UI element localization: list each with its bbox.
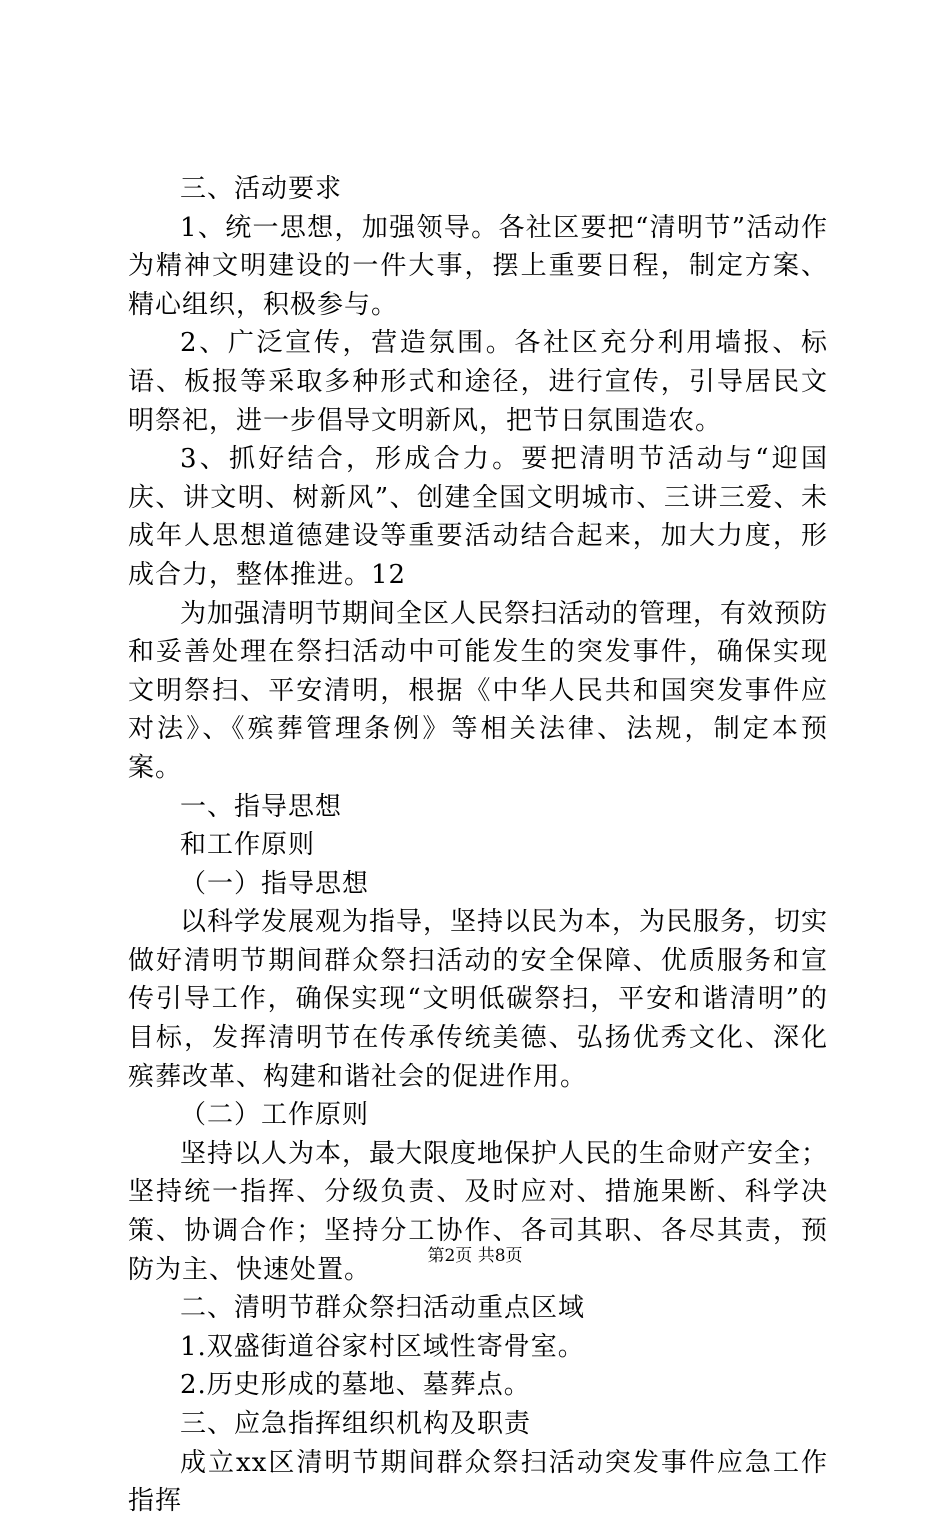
- list-item-key-area-1: 1.双盛街道谷家村区域性寄骨室。: [180, 1331, 585, 1362]
- paragraph-combination: 3、抓好结合，形成合力。要把清明节活动与“迎国庆、讲文明、树新风”、创建全国文明城市、三讲三爱、未成年人思想道德建设等重要活动结合起来，加大力度，形成合力，整体推进。12: [128, 444, 828, 590]
- paragraph-working-principles: 坚持以人为本，最大限度地保护人民的生命财产安全；坚持统一指挥、分级负责、及时应对、措施果断、科学决策、协调合作；坚持分工协作、各司其职、各尽其责，预防为主、快速处置。: [128, 1138, 829, 1285]
- paragraph-publicity: 2、广泛宣传，营造氛围。各社区充分利用墙报、标语、板报等采取多种形式和途径，进行宣传，引导居民文明祭祀，进一步倡导文明新风，把节日氛围造农。: [128, 328, 828, 436]
- list-item-key-area-2: 2.历史形成的墓地、墓葬点。: [180, 1370, 531, 1401]
- heading-key-areas: 二、清明节群众祭扫活动重点区域: [180, 1293, 586, 1324]
- heading-command-organization: 三、应急指挥组织机构及职责: [180, 1409, 532, 1439]
- heading-activity-requirements: 三、活动要求: [180, 174, 343, 204]
- heading-working-principles-cont: 和工作原则: [180, 830, 316, 861]
- paragraph-unify-thinking: 1、统一思想，加强领导。各社区要把“清明节”活动作为精神文明建设的一件大事，摆上重要日程，制定方案、精心组织，积极参与。: [128, 212, 828, 320]
- paragraph-preamble: 为加强清明节期间全区人民祭扫活动的管理，有效预防和妥善处理在祭扫活动中可能发生的突发事件，确保实现文明祭扫、平安清明，根据《中华人民共和国突发事件应对法》、《殡葬管理条例》等相关法律、法规，制定本预案。: [128, 598, 829, 783]
- page-number-footer: 第2页 共8页: [427, 1246, 523, 1266]
- subheading-working-principles: （二）工作原则: [180, 1100, 370, 1131]
- subheading-guiding-ideology: （一）指导思想: [180, 868, 370, 899]
- paragraph-guiding-ideology: 以科学发展观为指导，坚持以民为本，为民服务，切实做好清明节期间群众祭扫活动的安全保障、优质服务和宣传引导工作，确保实现“文明低碳祭扫，平安和谐清明”的目标，发挥清明节在传承传统美德、弘扬优秀文化、深化殡葬改革、构建和谐社会的促进作用。: [128, 907, 829, 1092]
- heading-guiding-ideology: 一、指导思想: [180, 791, 343, 822]
- document-body: [128, 170, 828, 1521]
- paragraph-command-organization: 成立xx区清明节期间群众祭扫活动突发事件应急工作指挥: [128, 1447, 828, 1517]
